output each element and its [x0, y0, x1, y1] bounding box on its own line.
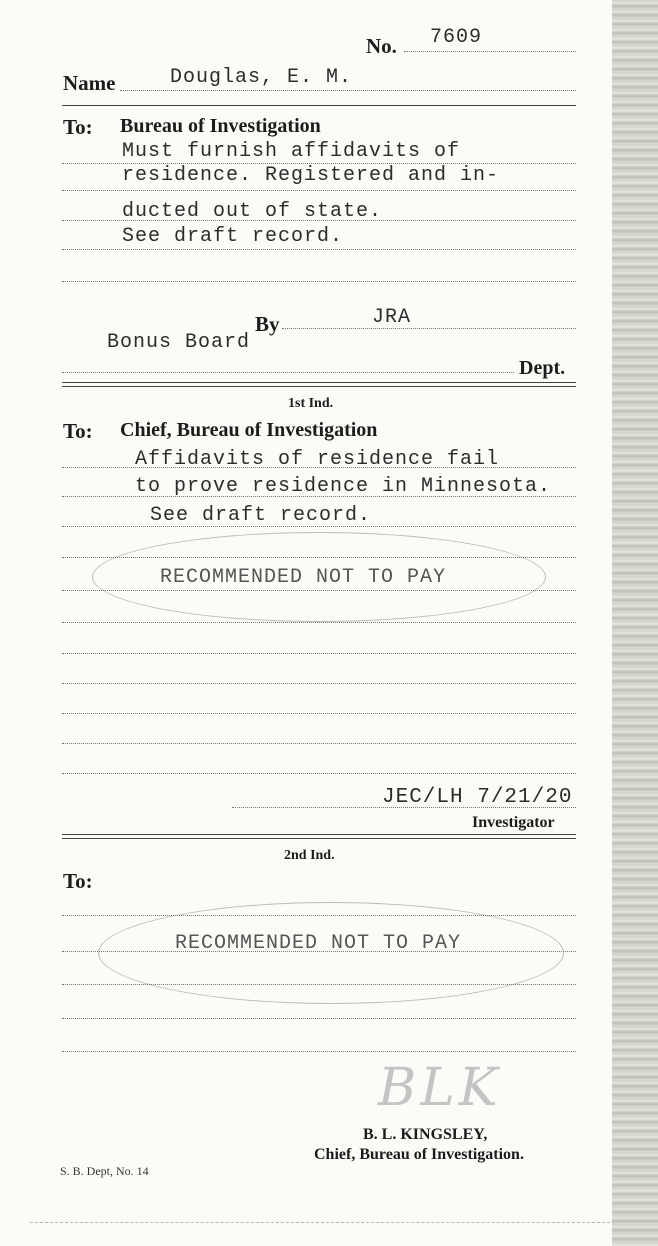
ruled-line: [62, 743, 576, 744]
ruled-line: [62, 653, 576, 654]
by-line: [282, 328, 576, 329]
ruled-line: [62, 249, 576, 250]
to-label-1: To:: [63, 115, 93, 139]
section-rule: [62, 834, 576, 835]
card-edge-shadow: [612, 0, 658, 1246]
to-value-1: Bureau of Investigation: [120, 115, 321, 137]
signature-initials: BLK: [378, 1058, 502, 1118]
ruled-line: [62, 773, 576, 774]
ruled-line: [62, 1051, 576, 1052]
ruled-line: [62, 622, 576, 623]
ruled-line: [62, 713, 576, 714]
name-line: [120, 90, 576, 91]
no-label: No.: [366, 34, 397, 58]
by-label: By: [255, 312, 280, 336]
body-line-4: See draft record.: [122, 225, 344, 248]
ind1-line-2: to prove residence in Minnesota.: [135, 475, 552, 498]
investigator-signoff: JEC/LH 7/21/20: [382, 786, 573, 809]
no-value: 7609: [430, 26, 483, 49]
ruled-line: [62, 496, 576, 497]
ruled-line: [62, 683, 576, 684]
ruled-line: [62, 1018, 576, 1019]
investigator-label: Investigator: [472, 814, 555, 831]
ruled-line: [62, 220, 576, 221]
section-rule: [62, 838, 576, 839]
to-label-2: To:: [63, 419, 93, 443]
to-label-3: To:: [63, 869, 93, 893]
ind1-line-3: See draft record.: [150, 504, 372, 527]
signoff-line: [232, 807, 576, 808]
ruled-line: [62, 281, 576, 282]
ind1-line-1: Affidavits of residence fail: [135, 448, 500, 471]
body-line-1: Must furnish affidavits of: [122, 140, 461, 163]
body-line-2: residence. Registered and in-: [122, 164, 500, 187]
section-rule: [62, 382, 576, 383]
by-value: JRA: [372, 306, 412, 329]
form-number: S. B. Dept, No. 14: [60, 1164, 149, 1178]
dept-label: Dept.: [519, 357, 566, 379]
ruled-line: [62, 163, 576, 164]
ruled-line: [62, 526, 576, 527]
name-label: Name: [63, 71, 116, 95]
bonus-board: Bonus Board: [107, 331, 251, 354]
signer-title: Chief, Bureau of Investigation.: [314, 1146, 524, 1163]
signer-name: B. L. KINGSLEY,: [363, 1126, 488, 1143]
dept-line: [62, 372, 514, 373]
no-line: [404, 51, 576, 52]
ruled-line: [62, 467, 576, 468]
stamp-text-2: RECOMMENDED NOT TO PAY: [175, 932, 462, 955]
second-ind-label: 2nd Ind.: [284, 848, 335, 863]
header-rule: [62, 105, 576, 106]
name-value: Douglas, E. M.: [170, 66, 353, 89]
section-rule: [62, 386, 576, 387]
stamp-text-1: RECOMMENDED NOT TO PAY: [160, 566, 447, 589]
to-value-2: Chief, Bureau of Investigation: [120, 419, 378, 441]
card-bottom-edge: [30, 1222, 610, 1233]
ruled-line: [62, 190, 576, 191]
first-ind-label: 1st Ind.: [288, 396, 334, 411]
body-line-3: ducted out of state.: [122, 200, 383, 223]
